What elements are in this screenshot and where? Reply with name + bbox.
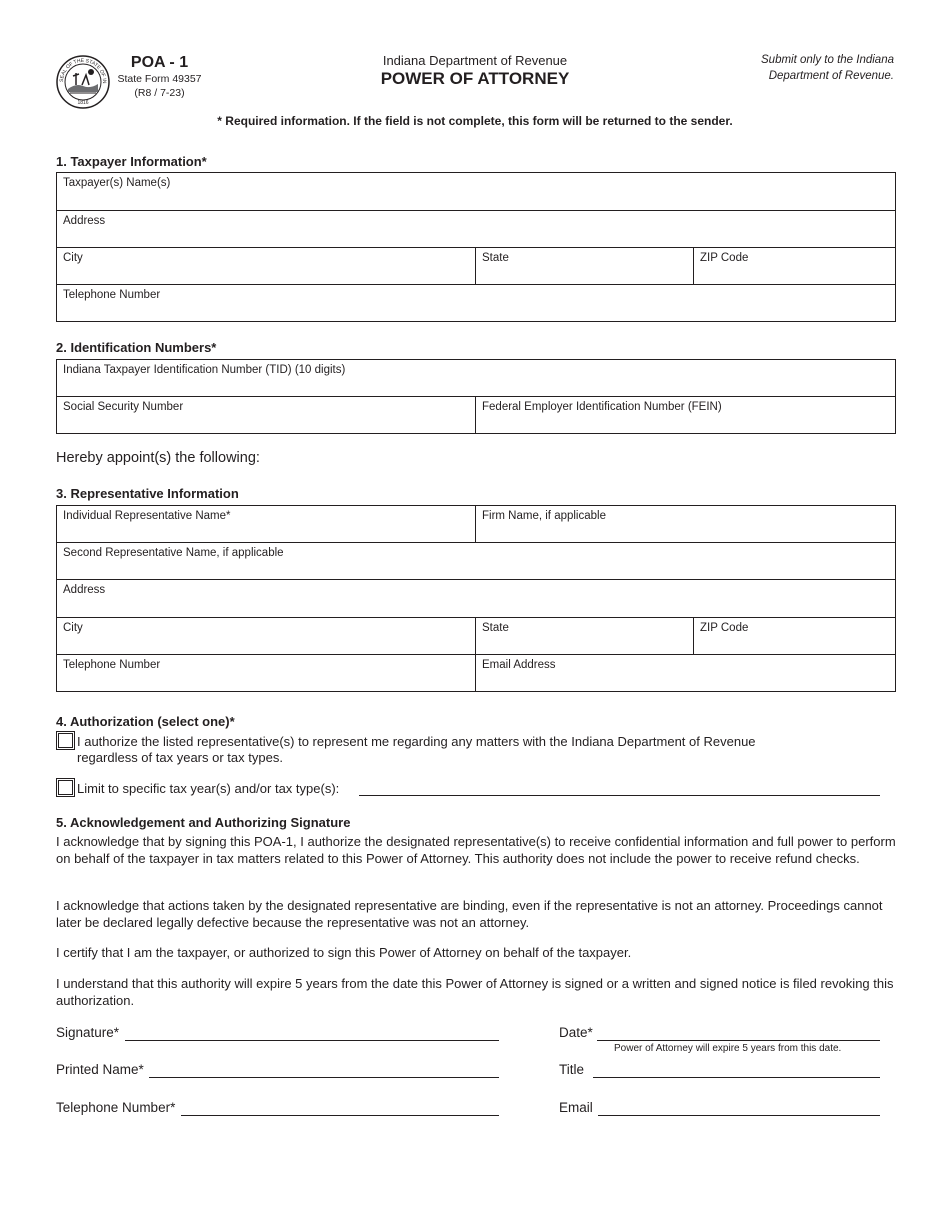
rep-email-field[interactable]: Email Address xyxy=(476,655,896,692)
limit-label: Limit to specific tax year(s) and/or tax type(s): xyxy=(77,781,340,796)
ack-paragraph-1: I acknowledge that by signing this POA-1, I authorize the designated representative(s) to receive confidential information and full power to perform on behalf of the taxpayer in tax matters related to this Power of Attorney. This authority does not include the power to receive refund checks. xyxy=(56,834,896,866)
limit-checkbox[interactable] xyxy=(58,780,73,795)
section-5-title: 5. Acknowledgement and Authorizing Signature xyxy=(56,815,351,830)
ssn-field[interactable]: Social Security Number xyxy=(57,397,476,434)
printed-name-label: Printed Name* xyxy=(56,1062,144,1077)
expire-note: Power of Attorney will expire 5 years from this date. xyxy=(614,1043,842,1054)
rep-name-field[interactable]: Individual Representative Name* xyxy=(57,506,476,543)
telephone-label: Telephone Number* xyxy=(56,1100,176,1115)
section-1-title: 1. Taxpayer Information* xyxy=(56,154,207,169)
taxpayer-state-field[interactable]: State xyxy=(476,248,694,285)
section-3-title: 3. Representative Information xyxy=(56,486,239,501)
form-title: POWER OF ATTORNEY xyxy=(380,69,570,88)
date-label: Date* xyxy=(559,1025,593,1040)
state-seal-logo xyxy=(56,55,110,109)
printed-name-line[interactable] xyxy=(149,1077,499,1078)
title-line[interactable] xyxy=(593,1077,880,1078)
authorize-all-checkbox[interactable] xyxy=(58,733,73,748)
form-code: POA - 1 xyxy=(130,54,189,71)
title-label: Title xyxy=(559,1062,585,1077)
ack-paragraph-2: I acknowledge that actions taken by the designated representative are binding, even if the representative is not an attorney. Proceedings cannot later be declared legally defective because the representative was not an attorney. xyxy=(56,898,883,930)
rep-phone-field[interactable]: Telephone Number xyxy=(57,655,476,692)
state-form-number: State Form 49357 xyxy=(117,73,202,85)
required-note: * Required information. If the field is not complete, this form will be returned to the sender. xyxy=(217,114,733,128)
taxpayer-city-field[interactable]: City xyxy=(57,248,476,285)
rep-state-field[interactable]: State xyxy=(476,618,694,655)
authorize-all-label: I authorize the listed representative(s) to represent me regarding any matters with the Indiana Department of Revenue regardless of tax years or tax types. xyxy=(77,734,756,765)
appoint-text: Hereby appoint(s) the following: xyxy=(56,450,260,466)
taxpayer-phone-field[interactable]: Telephone Number xyxy=(57,285,896,322)
form-identification xyxy=(112,54,207,100)
svg-text:SEAL OF THE STATE OF INDIANA: SEAL OF THE STATE OF IN xyxy=(58,57,108,84)
tid-field[interactable]: Indiana Taxpayer Identification Number (TID) (10 digits) xyxy=(57,360,896,397)
taxpayer-name-field[interactable]: Taxpayer(s) Name(s) xyxy=(57,173,896,211)
section-4-title: 4. Authorization (select one)* xyxy=(56,714,235,729)
rep-address-field[interactable]: Address xyxy=(57,580,896,618)
taxpayer-zip-field[interactable]: ZIP Code xyxy=(694,248,896,285)
svg-text:1816: 1816 xyxy=(77,100,89,106)
rep-city-field[interactable]: City xyxy=(57,618,476,655)
second-rep-field[interactable]: Second Representative Name, if applicable xyxy=(57,543,896,580)
limit-tax-years-line[interactable] xyxy=(359,795,880,796)
form-revision: (R8 / 7-23) xyxy=(134,87,185,99)
date-line[interactable] xyxy=(597,1040,880,1041)
telephone-line[interactable] xyxy=(181,1115,499,1116)
fein-field[interactable]: Federal Employer Identification Number (FEIN) xyxy=(476,397,896,434)
section-2-title: 2. Identification Numbers* xyxy=(56,340,217,355)
email-line[interactable] xyxy=(598,1115,880,1116)
form-header xyxy=(300,53,650,89)
ack-paragraph-4: I understand that this authority will expire 5 years from the date this Power of Attorney is signed or a written and signed notice is filed revoking this authorization. xyxy=(56,976,894,1008)
identification-table xyxy=(56,359,896,434)
department-name: Indiana Department of Revenue xyxy=(382,53,568,68)
submit-note: Submit only to the Indiana Department of Revenue. xyxy=(761,54,894,82)
signature-label: Signature* xyxy=(56,1025,120,1040)
ack-paragraph-3: I certify that I am the taxpayer, or authorized to sign this Power of Attorney on behalf of the taxpayer. xyxy=(56,945,632,960)
taxpayer-address-field[interactable]: Address xyxy=(57,211,896,248)
email-label: Email xyxy=(559,1100,593,1115)
representative-table xyxy=(56,505,896,692)
firm-name-field[interactable]: Firm Name, if applicable xyxy=(476,506,896,543)
rep-zip-field[interactable]: ZIP Code xyxy=(694,618,896,655)
taxpayer-info-table xyxy=(56,172,896,322)
signature-line[interactable] xyxy=(125,1040,499,1041)
